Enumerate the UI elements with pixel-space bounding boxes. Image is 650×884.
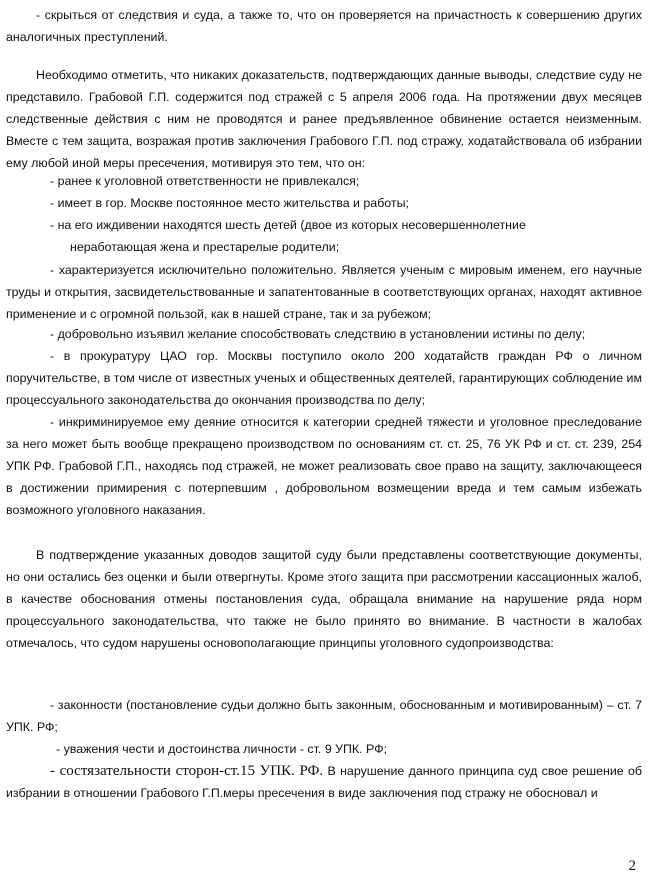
list-item-positive-character: - характеризуется исключительно положительно. Является ученым с мировым именем, его научные труды и открытия, засвидетельствованные и запатентованные в соответствующих органах, находят активное применение и с огромной пользой, как в нашей стране, так и за рубежом; (6, 263, 642, 321)
list-item-dependents: - на его иждивении находятся шесть детей (двое из которых несовершеннолетние (50, 218, 526, 232)
list-item-dignity: - уважения чести и достоинства личности - ст. 9 УПК. РФ; (56, 742, 388, 756)
list-item-dependents-continued: неработающая жена и престарелые родители; (70, 240, 340, 254)
paragraph-no-evidence: Необходимо отметить, что никаких доказательств, подтверждающих данные выводы, следствие суду не представило. Грабовой Г.П. содержится под стражей с 5 апреля 2006 года. На протяжении двух месяцев следственные действия с ним не проводятся и ранее предъявленное обвинение остается неизменным. Вместе с тем защита, возражая против заключения Грабового Г.П. под стражу, ходатайствовала об избрании ему любой иной меры пресечения, мотивируя это тем, что он: (6, 68, 642, 170)
list-item-legality: - законности (постановление судьи должно быть законным, обоснованным и мотивированным) – ст. 7 УПК. РФ; (6, 698, 642, 734)
list-item-medium-gravity: - инкриминируемое ему деяние относится к категории средней тяжести и уголовное преследование за него может быть вообще прекращено производством по основаниям ст. ст. 25, 76 УК РФ и ст. ст. 239, 254 УПК РФ. Грабовой Г.П., находясь под стражей, не может реализовать свое право на защиту, заключающееся в достижении примирения с потерпевшим , добровольном возмещении вреда и тем самым избежать возможного уголовного наказания. (6, 415, 642, 517)
list-item-petitions: - в прокуратуру ЦАО гор. Москвы поступило около 200 ходатайств граждан РФ о личном поручительстве, в том числе от известных ученых и общественных деятелей, гарантирующих соблюдение им процессуального законодательства до окончания производства по делу; (6, 349, 642, 407)
paragraph-hide-from-investigation: - скрыться от следствия и суда, а также то, что он проверяется на причастность к совершению других аналогичных преступлений. (6, 8, 642, 44)
list-item-cooperation: - добровольно изъявил желание способствовать следствию в установлении истины по делу; (50, 327, 586, 341)
list-item-no-prior-liability: - ранее к уголовной ответственности не привлекался; (50, 174, 360, 188)
paragraph-documents-presented: В подтверждение указанных доводов защитой суду были представлены соответствующие документы, но они остались без оценки и были отвергнуты. Кроме этого защита при рассмотрении кассационных жалоб, в качестве обоснования отмены постановления суда, обращала внимание на нарушение ряда норм процессуального законодательства, что также не было принято во внимание. В частности в жалобах отмечалось, что судом нарушены основополагающие принципы уголовного судопроизводства: (6, 548, 642, 650)
page-number: 2 (628, 858, 636, 874)
adversarial-principle-text: В нарушение данного принципа суд свое решение об избрании в отношении Грабового Г.П.меры пресечения в виде заключения под стражу не обосновал и (6, 764, 642, 800)
list-item-adversarial (6, 760, 642, 804)
list-item-residence: - имеет в гор. Москве постоянное место жительства и работы; (50, 196, 409, 210)
adversarial-principle-label: - состязательности сторон-ст.15 УПК. РФ. (50, 763, 324, 779)
